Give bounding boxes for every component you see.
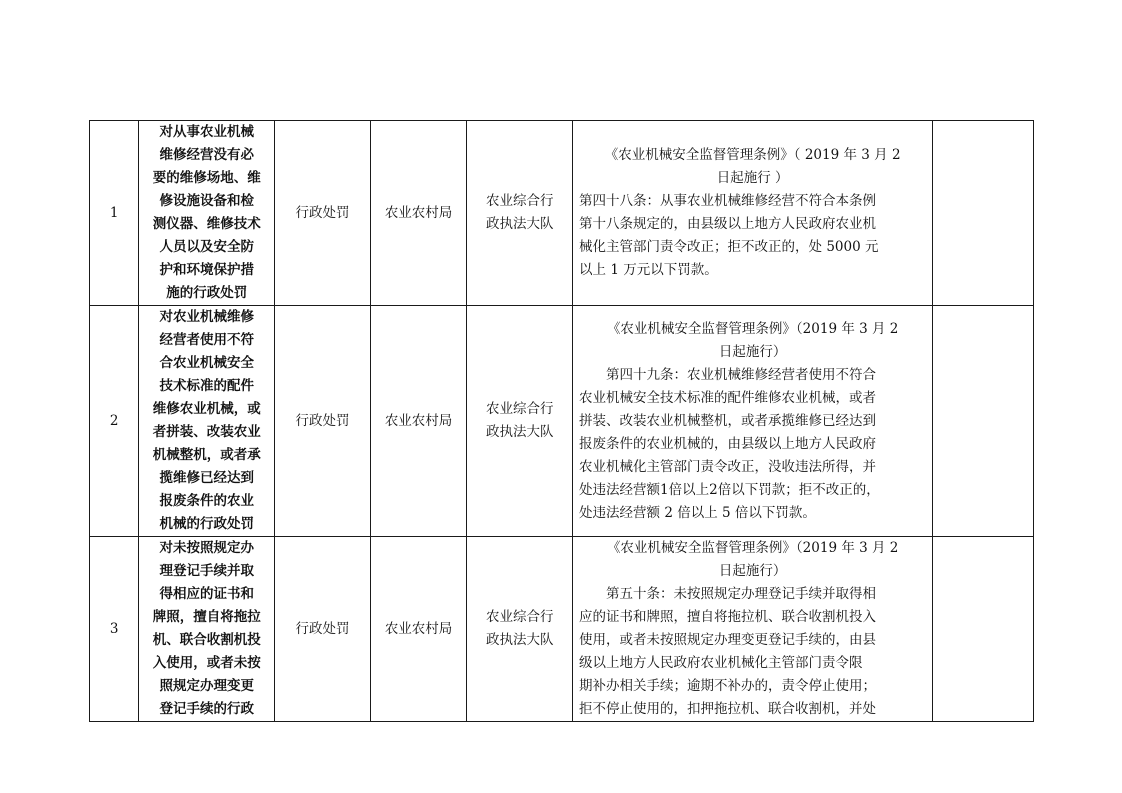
department: 农业农村局 <box>370 306 467 537</box>
basis-line: 日起施行） <box>718 563 787 579</box>
unit-line: 农业综合行 <box>485 401 554 417</box>
item-line: 维修农业机械，或 <box>152 401 261 417</box>
basis-line: 日起施行 ） <box>716 170 789 186</box>
basis-line: 使用，或者未按照规定办理变更登记手续的，由县 <box>579 632 877 648</box>
basis-line: 第十八条规定的，由县级以上地方人民政府农业机 <box>579 216 877 232</box>
basis-line: 期补办相关手续；逾期不补办的，责令停止使用； <box>579 678 877 694</box>
item-line: 机、联合收割机投 <box>152 632 261 648</box>
row-number: 3 <box>90 537 139 722</box>
enforcement-unit <box>467 306 573 537</box>
item-line: 维修经营没有必 <box>159 147 254 163</box>
penalty-type: 行政处罚 <box>275 306 371 537</box>
basis-line: 日起施行） <box>718 343 787 360</box>
department: 农业农村局 <box>370 537 467 722</box>
unit-line: 农业综合行 <box>485 609 554 625</box>
basis-line: 农业机械安全技术标准的配件维修农业机械，或者 <box>579 389 877 406</box>
remarks-cell <box>933 306 1034 537</box>
item-line: 揽维修已经达到 <box>159 470 254 486</box>
remarks-cell <box>933 121 1034 306</box>
item-line: 报废条件的农业 <box>159 493 254 509</box>
row-number: 2 <box>90 306 139 537</box>
table-row <box>90 306 1034 537</box>
item-line: 修设施设备和检 <box>159 193 254 209</box>
item-line: 技术标准的配件 <box>159 378 254 394</box>
legal-basis <box>573 537 933 722</box>
basis-line: 第四十九条：农业机械维修经营者使用不符合 <box>579 366 877 383</box>
penalty-item-name <box>139 537 275 722</box>
item-line: 人员以及安全防 <box>159 239 254 255</box>
basis-line: 应的证书和牌照，擅自将拖拉机、联合收割机投入 <box>579 609 877 625</box>
table-row <box>90 121 1034 306</box>
basis-line: 级以上地方人民政府农业机械化主管部门责令限 <box>579 655 863 671</box>
item-line: 测仪器、维修技术 <box>152 216 261 232</box>
basis-line: 以上 1 万元以下罚款。 <box>579 262 718 278</box>
penalty-item-name <box>139 306 275 537</box>
item-line: 要的维修场地、维 <box>152 170 261 186</box>
basis-line: 处违法经营额1倍以上2倍以下罚款；拒不改正的， <box>579 481 880 498</box>
unit-line: 农业综合行 <box>485 193 554 209</box>
unit-line: 政执法大队 <box>485 424 554 440</box>
basis-line: 《农业机械安全监督管理条例》（2019 年 3 月 2 <box>606 320 899 337</box>
item-line: 施的行政处罚 <box>166 285 248 301</box>
table-body <box>90 121 1034 722</box>
legal-basis <box>573 306 933 537</box>
enforcement-unit <box>467 537 573 722</box>
basis-line: 报废条件的农业机械的，由县级以上地方人民政府 <box>579 435 877 452</box>
department: 农业农村局 <box>370 121 467 306</box>
item-line: 牌照，擅自将拖拉 <box>152 609 261 625</box>
basis-line: 《农业机械安全监督管理条例》（ 2019 年 3 月 2 <box>604 147 901 163</box>
unit-line: 政执法大队 <box>485 632 554 648</box>
penalty-table <box>89 120 1034 722</box>
item-line: 合农业机械安全 <box>159 355 254 371</box>
basis-line: 处违法经营额 2 倍以上 5 倍以下罚款。 <box>579 504 816 521</box>
item-line: 入使用，或者未按 <box>152 655 261 671</box>
item-line: 者拼装、改装农业 <box>152 424 261 440</box>
item-line: 照规定办理变更 <box>159 678 254 694</box>
item-line: 对从事农业机械 <box>159 124 254 140</box>
basis-line: 械化主管部门责令改正；拒不改正的，处 5000 元 <box>579 239 879 255</box>
unit-line: 政执法大队 <box>485 216 554 232</box>
remarks-cell <box>933 537 1034 722</box>
penalty-type: 行政处罚 <box>275 121 371 306</box>
basis-line: 拼装、改装农业机械整机，或者承揽维修已经达到 <box>579 412 877 429</box>
basis-line: 农业机械化主管部门责令改正，没收违法所得，并 <box>579 458 877 475</box>
item-line: 对未按照规定办 <box>159 540 254 556</box>
table-row <box>90 537 1034 722</box>
item-line: 得相应的证书和 <box>159 586 254 602</box>
item-line: 机械的行政处罚 <box>159 516 254 532</box>
penalty-type: 行政处罚 <box>275 537 371 722</box>
item-line: 护和环境保护措 <box>159 262 254 278</box>
basis-line: 第五十条：未按照规定办理登记手续并取得相 <box>579 586 877 602</box>
item-line: 机械整机，或者承 <box>152 447 261 463</box>
enforcement-unit <box>467 121 573 306</box>
basis-line: 第四十八条：从事农业机械维修经营不符合本条例 <box>579 193 877 209</box>
item-line: 经营者使用不符 <box>159 332 254 348</box>
item-line: 理登记手续并取 <box>159 563 254 579</box>
basis-line: 《农业机械安全监督管理条例》（2019 年 3 月 2 <box>606 540 899 556</box>
item-line: 登记手续的行政 <box>159 701 254 717</box>
item-line: 对农业机械维修 <box>159 309 254 325</box>
legal-basis <box>573 121 933 306</box>
row-number: 1 <box>90 121 139 306</box>
basis-line: 拒不停止使用的，扣押拖拉机、联合收割机，并处 <box>579 701 877 717</box>
penalty-item-name <box>139 121 275 306</box>
